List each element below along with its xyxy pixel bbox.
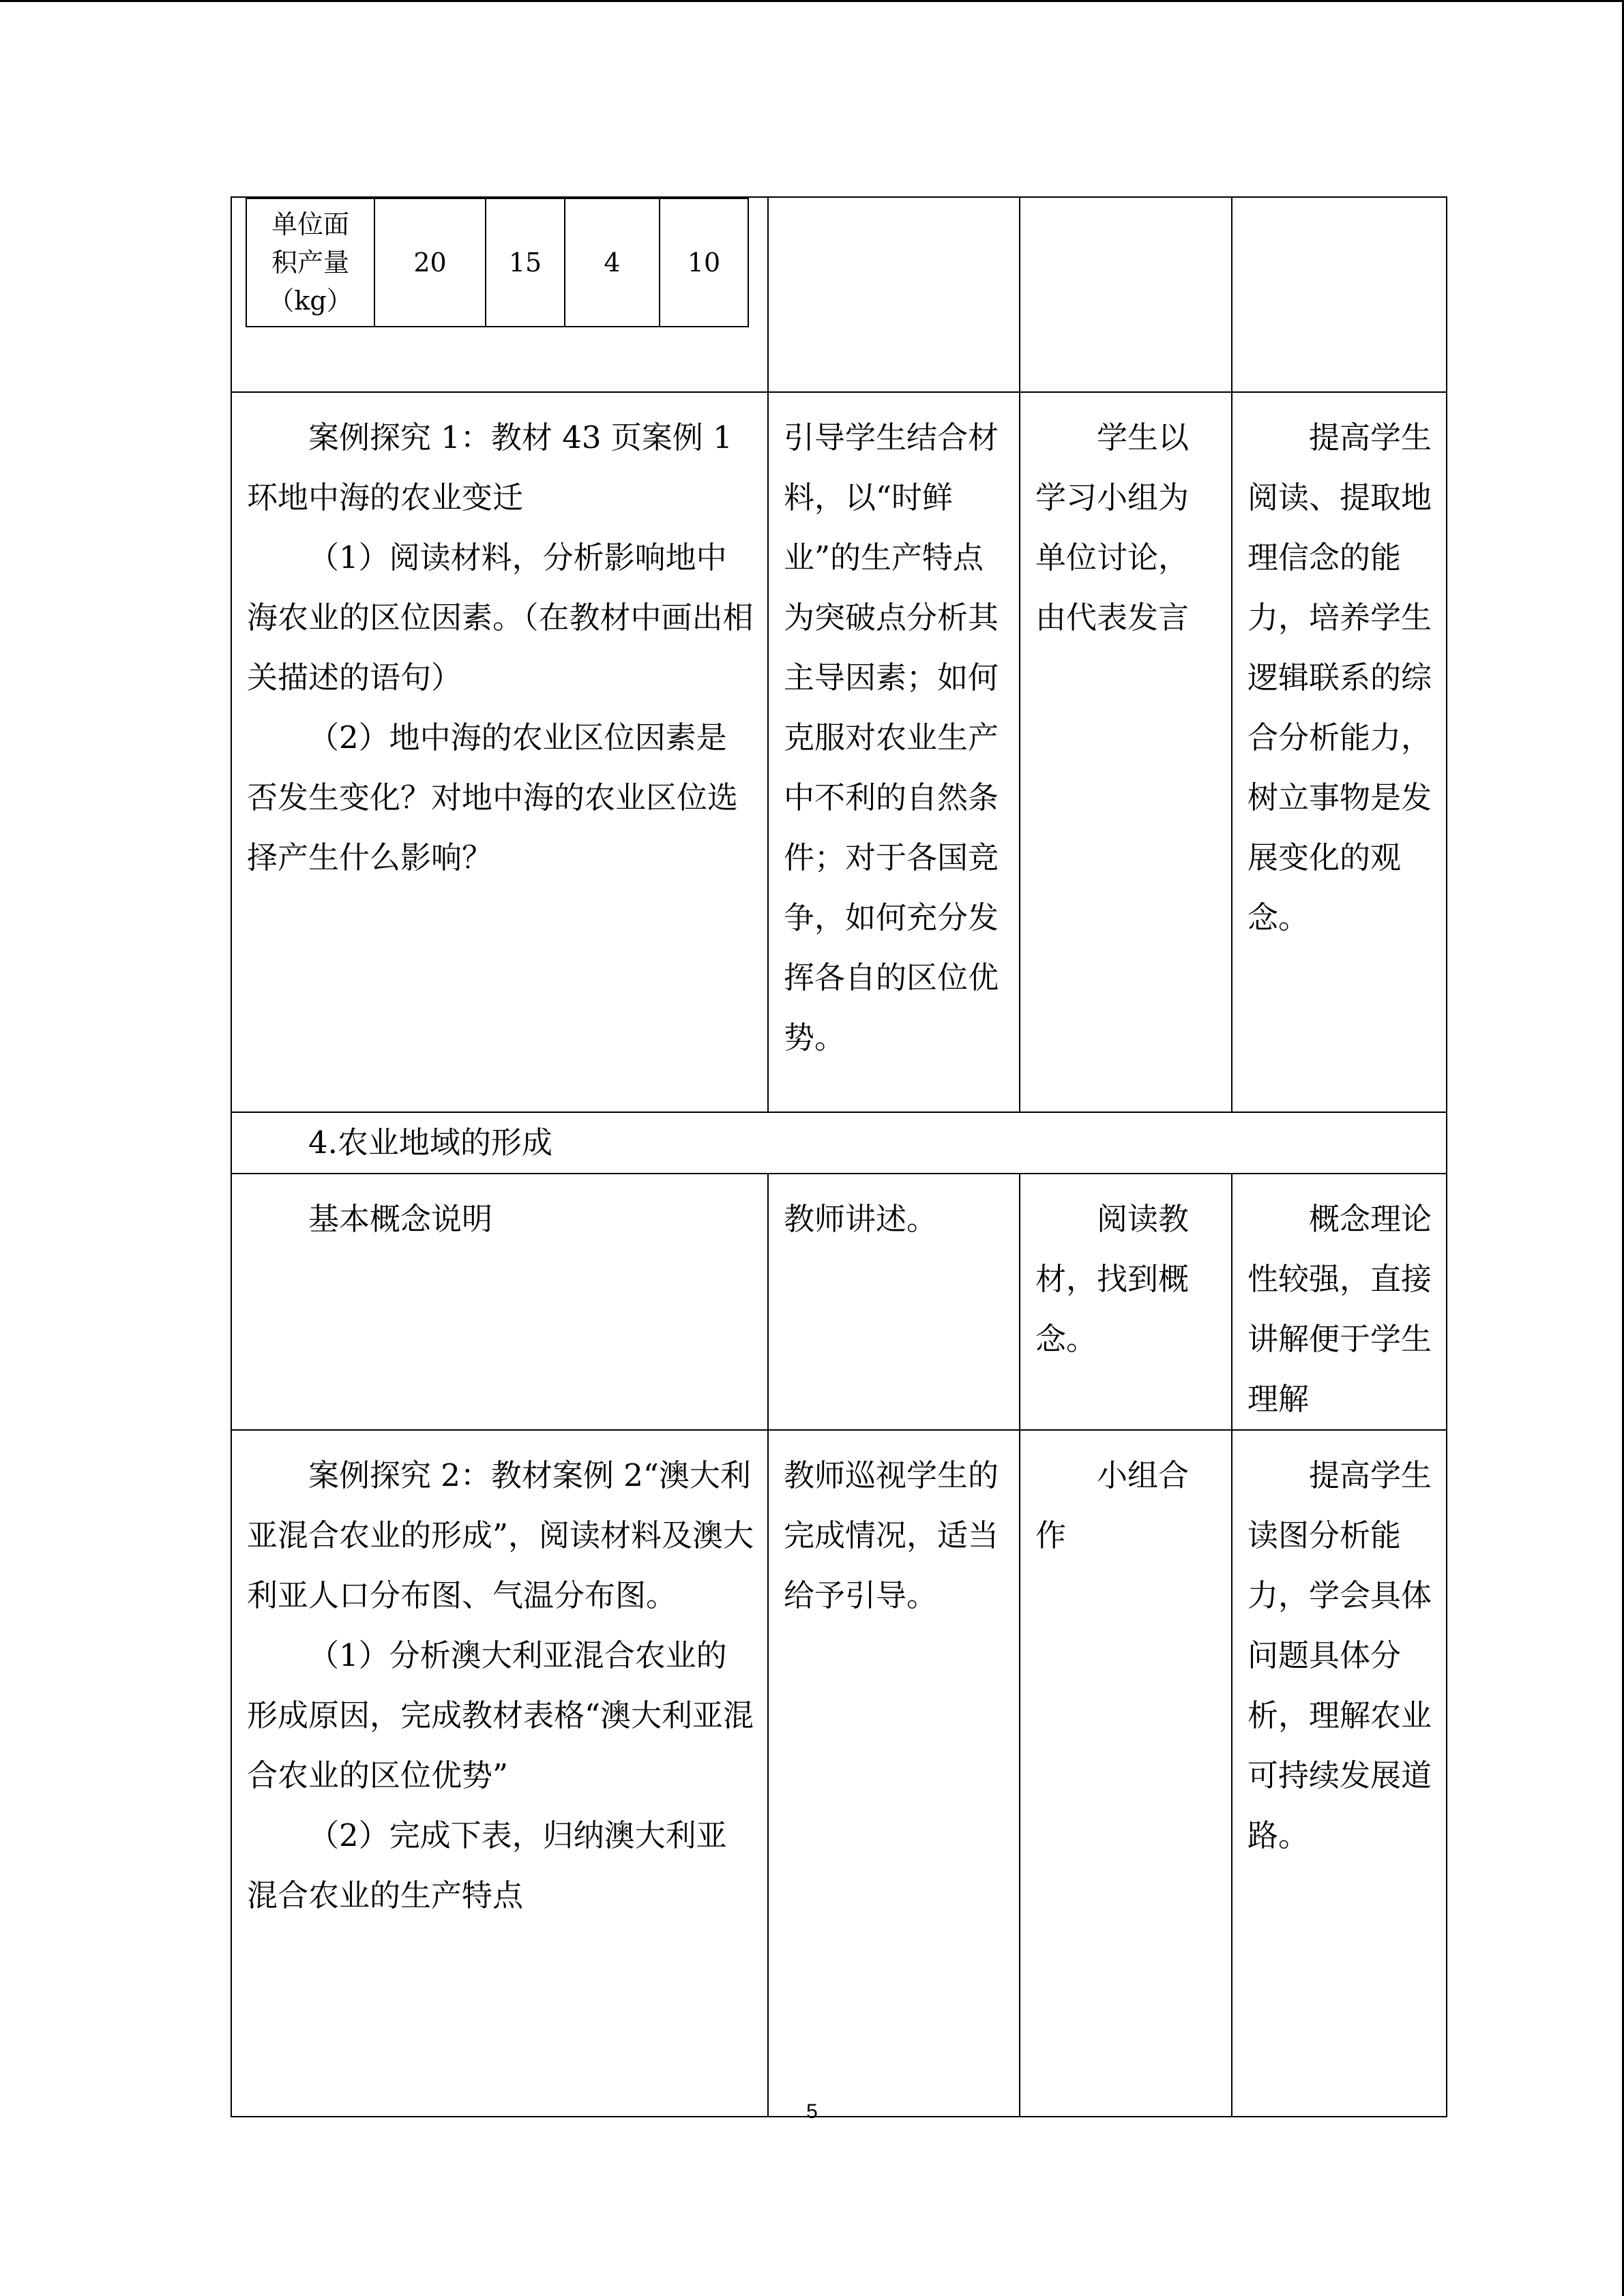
section-title-cell: [231, 1112, 1447, 1174]
yield-value: 20: [374, 198, 486, 327]
case2-student-activity: 小组合作: [1020, 1430, 1232, 2117]
table-row: [231, 1174, 1447, 1430]
case2-teacher-activity: 教师巡视学生的完成情况，适当给予引导。: [768, 1430, 1020, 2117]
concept-design-intent: 概念理论性较强，直接讲解便于学生理解: [1232, 1174, 1447, 1430]
case1-content: 案例探究 1：教材 43 页案例 1 环地中海的农业变迁 （1）阅读材料，分析影响地中海农业的区位因素。（在教材中画出相关描述的语句） （2）地中海的农业区位因素是否发生变化？对地中海的农业区位选择产生什么影响？: [231, 392, 768, 1112]
concept-student-activity: 阅读教材，找到概念。: [1020, 1174, 1232, 1430]
yield-value: 10: [660, 198, 748, 327]
table-row: [231, 1430, 1447, 2117]
case2-content: 案例探究 2：教材案例 2“澳大利亚混合农业的形成”，阅读材料及澳大利亚人口分布图、气温分布图。 （1）分析澳大利亚混合农业的形成原因，完成教材表格“澳大利亚混合农业的区位优势” （2）完成下表，归纳澳大利亚混合农业的生产特点: [231, 1430, 768, 2117]
table-row: [231, 1112, 1447, 1174]
concept-teacher-activity: 教师讲述。: [768, 1174, 1020, 1430]
yield-table-cell: [231, 197, 768, 392]
yield-table: [246, 198, 749, 327]
table-row: [231, 392, 1447, 1112]
concept-content: 基本概念说明: [231, 1174, 768, 1430]
empty-cell: [1020, 197, 1232, 392]
table-row: [231, 197, 1447, 392]
yield-value: 4: [565, 198, 660, 327]
empty-cell: [768, 197, 1020, 392]
case1-student-activity: 学生以学习小组为单位讨论，由代表发言: [1020, 392, 1232, 1112]
empty-cell: [1232, 197, 1447, 392]
case2-design-intent: 提高学生读图分析能力，学会具体问题具体分析，理解农业可持续发展道路。: [1232, 1430, 1447, 2117]
lesson-plan-table: [231, 196, 1447, 2117]
case1-teacher-activity: 引导学生结合材料，以“时鲜业”的生产特点为突破点分析其主导因素；如何克服对农业生产中不利的自然条件；对于各国竞争，如何充分发挥各自的区位优势。: [768, 392, 1020, 1112]
case1-design-intent: 提高学生阅读、提取地理信念的能力，培养学生逻辑联系的综合分析能力，树立事物是发展变化的观念。: [1232, 392, 1447, 1112]
yield-value: 15: [486, 198, 565, 327]
page-number: 5: [806, 2100, 818, 2123]
page-top-border: [0, 0, 1624, 2]
section-title: 4.农业地域的形成: [308, 1124, 552, 1161]
yield-label: 单位面 积产量 （kg）: [246, 198, 374, 327]
